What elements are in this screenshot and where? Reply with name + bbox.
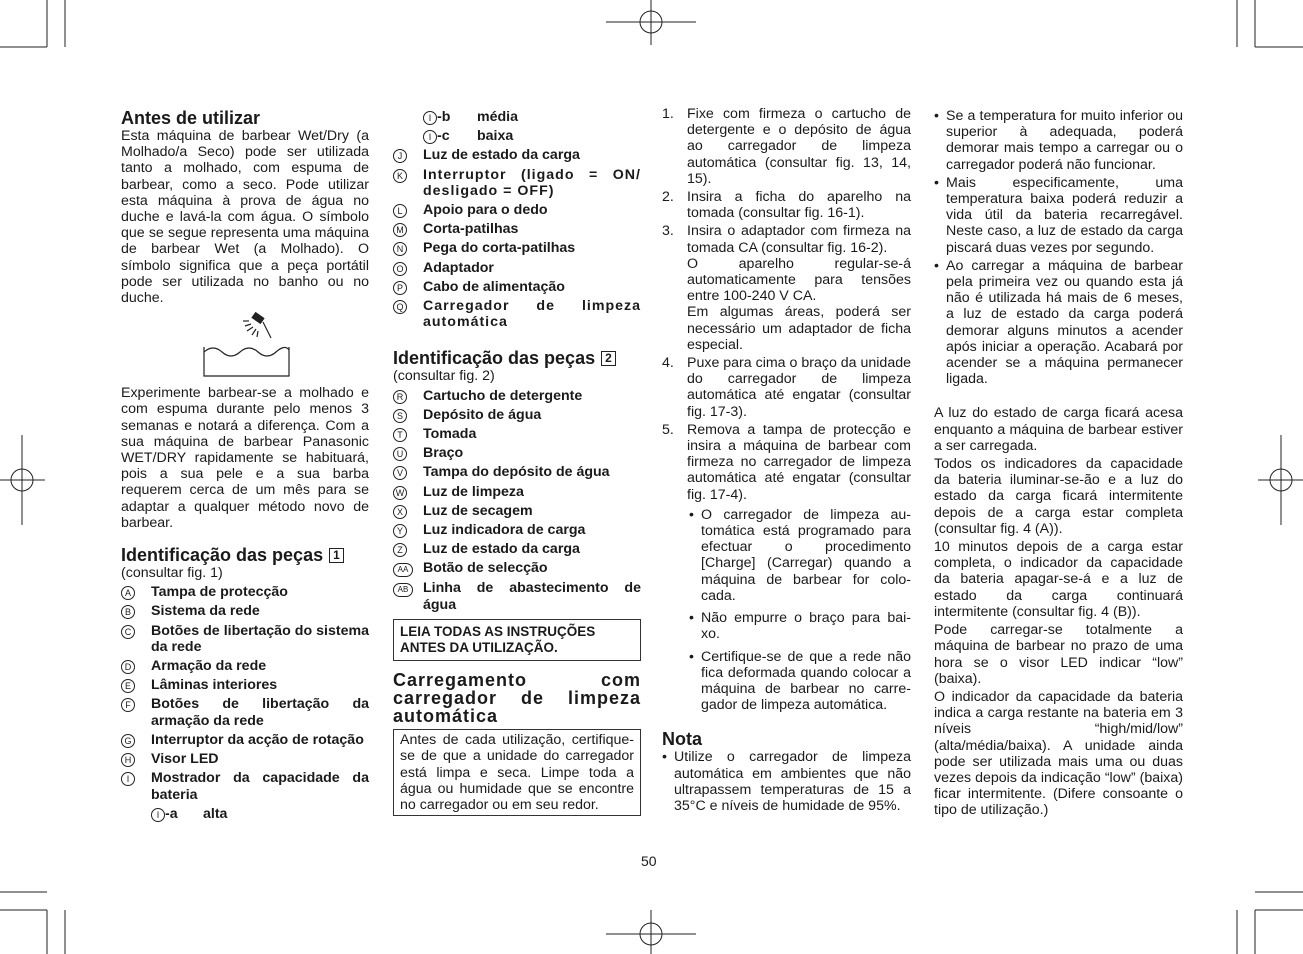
part-label: Luz de estado da carga (423, 147, 580, 164)
sub-suffix: -c (437, 128, 450, 145)
marker-r: R (393, 390, 407, 404)
marker-a: A (121, 586, 135, 600)
charge-paragraph-3: 10 minutos depois de a carga estar completa, o indicador da capacidade da bateria apagar-se-á e a luz de estado da carga continuará intermitente (consultar fig. 4 (B)). (934, 539, 1183, 620)
heading-parts-2 (393, 348, 641, 368)
list-item (121, 770, 369, 802)
marker-j: J (393, 149, 407, 163)
bullet-text: Não empurre o braço para bai- xo. (701, 610, 911, 643)
bullet: • (934, 257, 939, 274)
marker-t: T (393, 428, 407, 442)
list-item (689, 507, 911, 604)
part-label: Botões de libertação do sistema da rede (151, 622, 369, 655)
shower-water-icon (201, 312, 296, 380)
list-item (393, 298, 641, 330)
note-list-continued (934, 108, 1183, 387)
part-label: Tampa de protecção (151, 584, 288, 601)
part-label: Botão de selecção (423, 560, 548, 577)
step-number: 2. (662, 189, 674, 206)
parts-1-list-continued (393, 147, 641, 330)
bullet: • (689, 610, 694, 627)
parts-1-list (121, 584, 369, 802)
list-item (689, 610, 911, 642)
heading-before-use: Antes de utilizar (121, 108, 261, 128)
sub-label: média (477, 109, 519, 125)
step-extra: Em algumas áreas, poderá ser necessário um adaptador de ficha especial. (687, 304, 911, 353)
marker-e: E (121, 679, 135, 693)
list-item (393, 560, 641, 577)
list-item (393, 202, 641, 218)
list-item (121, 732, 369, 748)
list-item (393, 260, 641, 276)
marker-n: N (393, 242, 407, 256)
heading-parts-2-text: Identificação das peças (393, 348, 596, 369)
bullet-text: Utilize o carregador de limpeza automática em ambientes que não ultrapassem temperaturas de 15 a 35°C e níveis de humidade de 95%. (674, 749, 911, 814)
part-label: Luz indicadora de carga (423, 522, 586, 539)
marker-d: D (121, 660, 135, 674)
bullet-text: Se a temperatura for muito inferior ou superior à adequada, poderá demorar mais tempo a carregar ou o carregador poderá não funcionar. (946, 108, 1183, 173)
marker-c: C (121, 625, 135, 639)
warning-text: LEIA TODAS AS INSTRUÇÕES ANTES DA UTILIZAÇÃO. (400, 623, 596, 656)
marker-q: Q (393, 300, 407, 314)
marker-h: H (121, 753, 135, 767)
bullet-text: Ao carregar a máquina de barbear pela primeira vez ou quando esta já não é utilizada há mais de 6 meses, a luz de estado da carga poderá demorar alguns minutos a acender após iniciar a operação. Acabará por acender se a máquina permanecer ligada. (946, 257, 1183, 388)
step-text: Insira o adaptador com firmeza na tomada CA (consultar fig. 16-2). (687, 223, 911, 256)
heading-charging: Carregamento com carregador de limpeza automática (393, 670, 641, 727)
list-item (393, 580, 641, 612)
list-item (934, 175, 1183, 256)
step-number: 5. (662, 421, 674, 438)
try-wet-paragraph: Experimente barbear-se a molhado e com espuma durante pelo menos 3 semanas e notará a diferença. Com a sua máquina de barbear Panasonic WET/DRY rapidamente se habituará, pois a sua pele e a sua barba requerem cerca de um mês para se adaptar a qualquer método novo de barbear. (121, 385, 369, 531)
bullet: • (934, 108, 939, 124)
part-label: Tampa do depósito de água (423, 464, 610, 481)
part-label: Interruptor (ligado = ON/ desligado = OFF) (423, 166, 641, 199)
column-4 (934, 106, 1183, 819)
part-label: Luz de secagem (423, 502, 533, 519)
bullet-text: O carregador de limpeza au- tomática está programado para efectuar o procedimento [Charge] (Carregar) quando a máquina de barbear for colo- cada. (701, 506, 911, 604)
part-label: Lâminas interiores (151, 677, 278, 694)
list-item (121, 658, 369, 674)
step-number: 3. (662, 223, 674, 240)
list-item (393, 484, 641, 500)
charging-box (393, 729, 641, 816)
list-item (121, 603, 369, 619)
marker-v: V (393, 466, 407, 480)
list-item (662, 106, 911, 187)
marker-w: W (393, 486, 407, 500)
part-label: Visor LED (151, 751, 219, 768)
part-label: Cabo de alimentação (423, 278, 565, 295)
charge-paragraph-2: Todos os indicadores da capacidade da bateria iluminar-se-ão e a luz do estado da carga ficará intermitente depois de a carga estar completa (consultar fig. 4 (A)). (934, 456, 1183, 537)
fig-2-box: 2 (601, 351, 616, 366)
list-item (393, 167, 641, 199)
list-item (393, 522, 641, 538)
charge-paragraph-1: A luz do estado de carga ficará acesa enquanto a máquina de barbear estiver a ser carregada. (934, 405, 1183, 454)
step-5-bullets (687, 507, 911, 713)
sub-item-b (393, 109, 641, 125)
fig-1-box: 1 (329, 548, 344, 563)
marker-x: X (393, 505, 407, 519)
list-item (689, 649, 911, 714)
list-item (393, 407, 641, 423)
sub-suffix: -a (165, 805, 178, 822)
step-extra: O aparelho regular-se-á automaticamente para tensões entre 100-240 V CA. (687, 255, 911, 305)
marker-y: Y (393, 524, 407, 538)
step-text: Puxe para cima o braço da unidade do carregador de limpeza automática até engatar (consultar fig. 17-3). (687, 355, 911, 420)
part-label: Apoio para o dedo (423, 202, 548, 219)
marker-g: G (121, 734, 135, 748)
part-label: Depósito de água (423, 406, 542, 423)
bullet: • (662, 749, 667, 766)
list-item (662, 355, 911, 420)
charging-box-text: Antes de cada utilização, certifique-se de que a unidade do carregador está limpa e seca. Limpe toda a água ou humidade que se encontre no carregador ou em seu redor. (400, 732, 634, 814)
list-item (121, 696, 369, 728)
before-use-paragraph: Esta máquina de barbear Wet/Dry (a Molhado/a Seco) pode ser utilizada tanto a molhado, com espuma de barbear, como a seco. Pode utilizar esta máquina à prova de água no duche e lavá-la com água. O símbolo que se segue representa uma máquina de barbear Wet (a Molhado). O símbolo significa que a peça portátil pode ser utilizada no banho ou no duche. (121, 128, 369, 307)
marker-u: U (393, 447, 407, 461)
marker-s: S (393, 409, 407, 423)
list-item (121, 584, 369, 600)
marker-ab: AB (393, 583, 413, 597)
marker-i: I (151, 808, 165, 822)
part-label: Luz de limpeza (423, 483, 524, 500)
heading-parts-1-text: Identificação das peças (121, 545, 324, 566)
bullet: • (689, 648, 694, 665)
marker-z: Z (393, 543, 407, 557)
step-text: Remova a tampa de protecção e insira a máquina de barbear com firmeza no carregador de limpeza automática até engatar (consultar fig. 17-4). (687, 421, 911, 503)
marker-i: I (423, 111, 437, 125)
shower-symbol (121, 310, 369, 390)
list-item (393, 147, 641, 163)
step-text: Insira a ficha do aparelho na tomada (consultar fig. 16-1). (687, 189, 911, 222)
list-item (121, 751, 369, 767)
marker-i: I (423, 130, 437, 144)
part-label: Interruptor da acção de rotação (151, 731, 364, 748)
step-body (687, 422, 911, 719)
parts-2-list (393, 388, 641, 613)
page-number: 50 (641, 853, 657, 869)
list-item (662, 223, 911, 353)
list-item (393, 279, 641, 295)
list-item (662, 189, 911, 221)
parts-2-ref: (consultar fig. 2) (393, 368, 495, 385)
list-item (393, 541, 641, 557)
part-label: Corta-patilhas (423, 221, 519, 238)
part-label: Tomada (423, 426, 477, 443)
sub-label: alta (203, 805, 228, 822)
list-item (393, 221, 641, 237)
list-item (934, 108, 1183, 173)
list-item (662, 749, 911, 814)
list-item (393, 503, 641, 519)
bullet: • (934, 174, 939, 191)
bullet: • (689, 506, 694, 523)
marker-aa: AA (393, 563, 413, 577)
list-item (121, 677, 369, 693)
list-item (393, 445, 641, 461)
list-item (393, 464, 641, 480)
charge-paragraph-4: Pode carregar-se totalmente a máquina de barbear no prazo de uma hora se o visor LED indicar “low” (baixa). (934, 622, 1183, 687)
part-label: Sistema da rede (151, 603, 260, 620)
marker-m: M (393, 223, 407, 237)
sub-label: baixa (477, 128, 514, 145)
marker-b: B (121, 605, 135, 619)
bullet-text: Mais especificamente, uma temperatura baixa poderá reduzir a vida útil da bateria recarregável. Neste caso, a luz de estado da carga piscará duas vezes por segundo. (946, 174, 1183, 256)
list-item (934, 258, 1183, 388)
part-label: Armação da rede (151, 658, 267, 675)
heading-parts-1 (121, 545, 369, 565)
list-item (662, 422, 911, 719)
marker-p: P (393, 281, 407, 295)
column-1 (121, 106, 369, 822)
warning-box (393, 619, 641, 661)
step-number: 1. (662, 106, 674, 122)
list-item (393, 240, 641, 256)
marker-f: F (121, 698, 135, 712)
charging-steps (662, 106, 911, 719)
parts-1-ref: (consultar fig. 1) (121, 565, 223, 582)
charge-paragraph-5: O indicador da capacidade da bateria indica a carga restante na bateria em 3 níveis “high/mid/low” (alta/média/baixa). A unidade ainda pode ser utilizada mais uma ou duas vezes depois da indicação “low” (baixa) ficar intermitente. (Difere consoante o tipo de utilização.) (934, 688, 1183, 819)
marker-k: K (393, 169, 407, 183)
step-number: 4. (662, 355, 674, 372)
bullet-text: Certifique-se de que a rede não fica deformada quando colocar a máquina de barbear no carre- gador de limpeza automática. (701, 648, 911, 714)
list-item (121, 623, 369, 655)
column-2 (393, 106, 641, 816)
part-label: Carregador de limpeza automática (423, 298, 641, 331)
column-3 (662, 106, 911, 820)
marker-i: I (121, 772, 135, 786)
marker-l: L (393, 204, 407, 218)
note-list (662, 749, 911, 814)
part-label: Braço (423, 445, 464, 462)
sub-suffix: -b (437, 109, 451, 125)
sub-item-c (393, 128, 641, 144)
step-text: Fixe com firmeza o cartucho de detergente e o depósito de água ao carregador de limpeza automática (consultar fig. 13, 14, 15). (687, 106, 911, 187)
step-body (687, 223, 911, 353)
heading-note: Nota (662, 729, 702, 750)
part-label: Mostrador da capacidade da bateria (151, 770, 369, 803)
list-item (393, 426, 641, 442)
part-label: Botões de libertação da armação da rede (151, 696, 369, 729)
part-label: Pega do corta-patilhas (423, 240, 576, 257)
sub-item-a (121, 806, 369, 822)
part-label: Cartucho de detergente (423, 387, 583, 404)
part-label: Luz de estado da carga (423, 541, 580, 558)
part-label: Linha de abastecimento de água (423, 580, 641, 613)
marker-o: O (393, 262, 407, 276)
list-item (393, 388, 641, 404)
part-label: Adaptador (423, 259, 494, 276)
